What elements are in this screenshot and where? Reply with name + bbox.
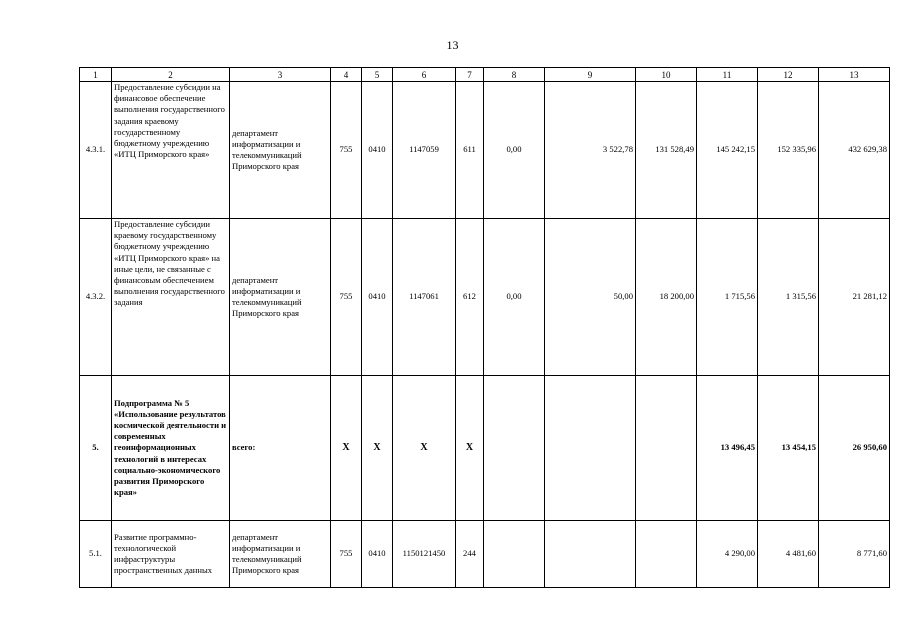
column-header: 6 (393, 68, 456, 82)
value-col11: 145 242,15 (697, 82, 758, 219)
value-col8 (484, 521, 545, 588)
value-col10: 131 528,49 (636, 82, 697, 219)
rzpr-code: 0410 (362, 82, 393, 219)
value-col9 (545, 376, 636, 521)
column-header: 2 (112, 68, 230, 82)
activity-name: Предоставление субсидии краевому государственному бюджетному учреждению «ИТЦ Приморского края» на иные цели, не связанные с финансовым обеспечением выполнения государственного задания (112, 219, 230, 376)
grbs-code: 755 (331, 82, 362, 219)
csr-code: 1150121450 (393, 521, 456, 588)
table-row (80, 219, 890, 376)
column-header: 10 (636, 68, 697, 82)
value-col8 (484, 376, 545, 521)
column-header: 9 (545, 68, 636, 82)
executor: департамент информатизации и телекоммуникаций Приморского края (230, 521, 331, 588)
value-col9: 50,00 (545, 219, 636, 376)
vr-code: 611 (456, 82, 484, 219)
value-col13: 26 950,60 (819, 376, 890, 521)
activity-name: Предоставление субсидии на финансовое обеспечение выполнения государственного задания краевому государственному бюджетному учреждению «ИТЦ Приморского края» (112, 82, 230, 219)
row-number: 5. (80, 376, 112, 521)
row-number: 5.1. (80, 521, 112, 588)
value-col8: 0,00 (484, 219, 545, 376)
value-col12: 152 335,96 (758, 82, 819, 219)
column-header: 7 (456, 68, 484, 82)
table-row (80, 82, 890, 219)
vr-code: 244 (456, 521, 484, 588)
value-col12: 13 454,15 (758, 376, 819, 521)
value-col10 (636, 521, 697, 588)
vr-code: 612 (456, 219, 484, 376)
value-col13: 21 281,12 (819, 219, 890, 376)
activity-name: Развитие программно-технологической инфраструктуры пространственных данных (112, 521, 230, 588)
budget-table (79, 67, 890, 588)
value-col13: 8 771,60 (819, 521, 890, 588)
row-number: 4.3.2. (80, 219, 112, 376)
value-col9 (545, 521, 636, 588)
csr-code: 1147061 (393, 219, 456, 376)
value-col11: 4 290,00 (697, 521, 758, 588)
vr-code: X (456, 376, 484, 521)
value-col9: 3 522,78 (545, 82, 636, 219)
column-header: 11 (697, 68, 758, 82)
value-col11: 1 715,56 (697, 219, 758, 376)
table-row (80, 521, 890, 588)
column-number-row (80, 68, 890, 82)
rzpr-code: 0410 (362, 219, 393, 376)
row-number: 4.3.1. (80, 82, 112, 219)
column-header: 13 (819, 68, 890, 82)
column-header: 3 (230, 68, 331, 82)
rzpr-code: 0410 (362, 521, 393, 588)
value-col12: 4 481,60 (758, 521, 819, 588)
value-col8: 0,00 (484, 82, 545, 219)
value-col11: 13 496,45 (697, 376, 758, 521)
rzpr-code: X (362, 376, 393, 521)
value-col12: 1 315,56 (758, 219, 819, 376)
page-number: 13 (446, 38, 459, 52)
column-header: 12 (758, 68, 819, 82)
executor: всего: (230, 376, 331, 521)
column-header: 5 (362, 68, 393, 82)
grbs-code: X (331, 376, 362, 521)
value-col13: 432 629,38 (819, 82, 890, 219)
column-header: 8 (484, 68, 545, 82)
csr-code: X (393, 376, 456, 521)
grbs-code: 755 (331, 219, 362, 376)
column-header: 4 (331, 68, 362, 82)
executor: департамент информатизации и телекоммуникаций Приморского края (230, 219, 331, 376)
executor: департамент информатизации и телекоммуникаций Приморского края (230, 82, 331, 219)
value-col10 (636, 376, 697, 521)
column-header: 1 (80, 68, 112, 82)
value-col10: 18 200,00 (636, 219, 697, 376)
csr-code: 1147059 (393, 82, 456, 219)
grbs-code: 755 (331, 521, 362, 588)
table-row (80, 376, 890, 521)
activity-name: Подпрограмма № 5 «Использование результатов космической деятельности и современных геоинформационных технологий в интересах социально-экономического развития Приморского края» (112, 376, 230, 521)
